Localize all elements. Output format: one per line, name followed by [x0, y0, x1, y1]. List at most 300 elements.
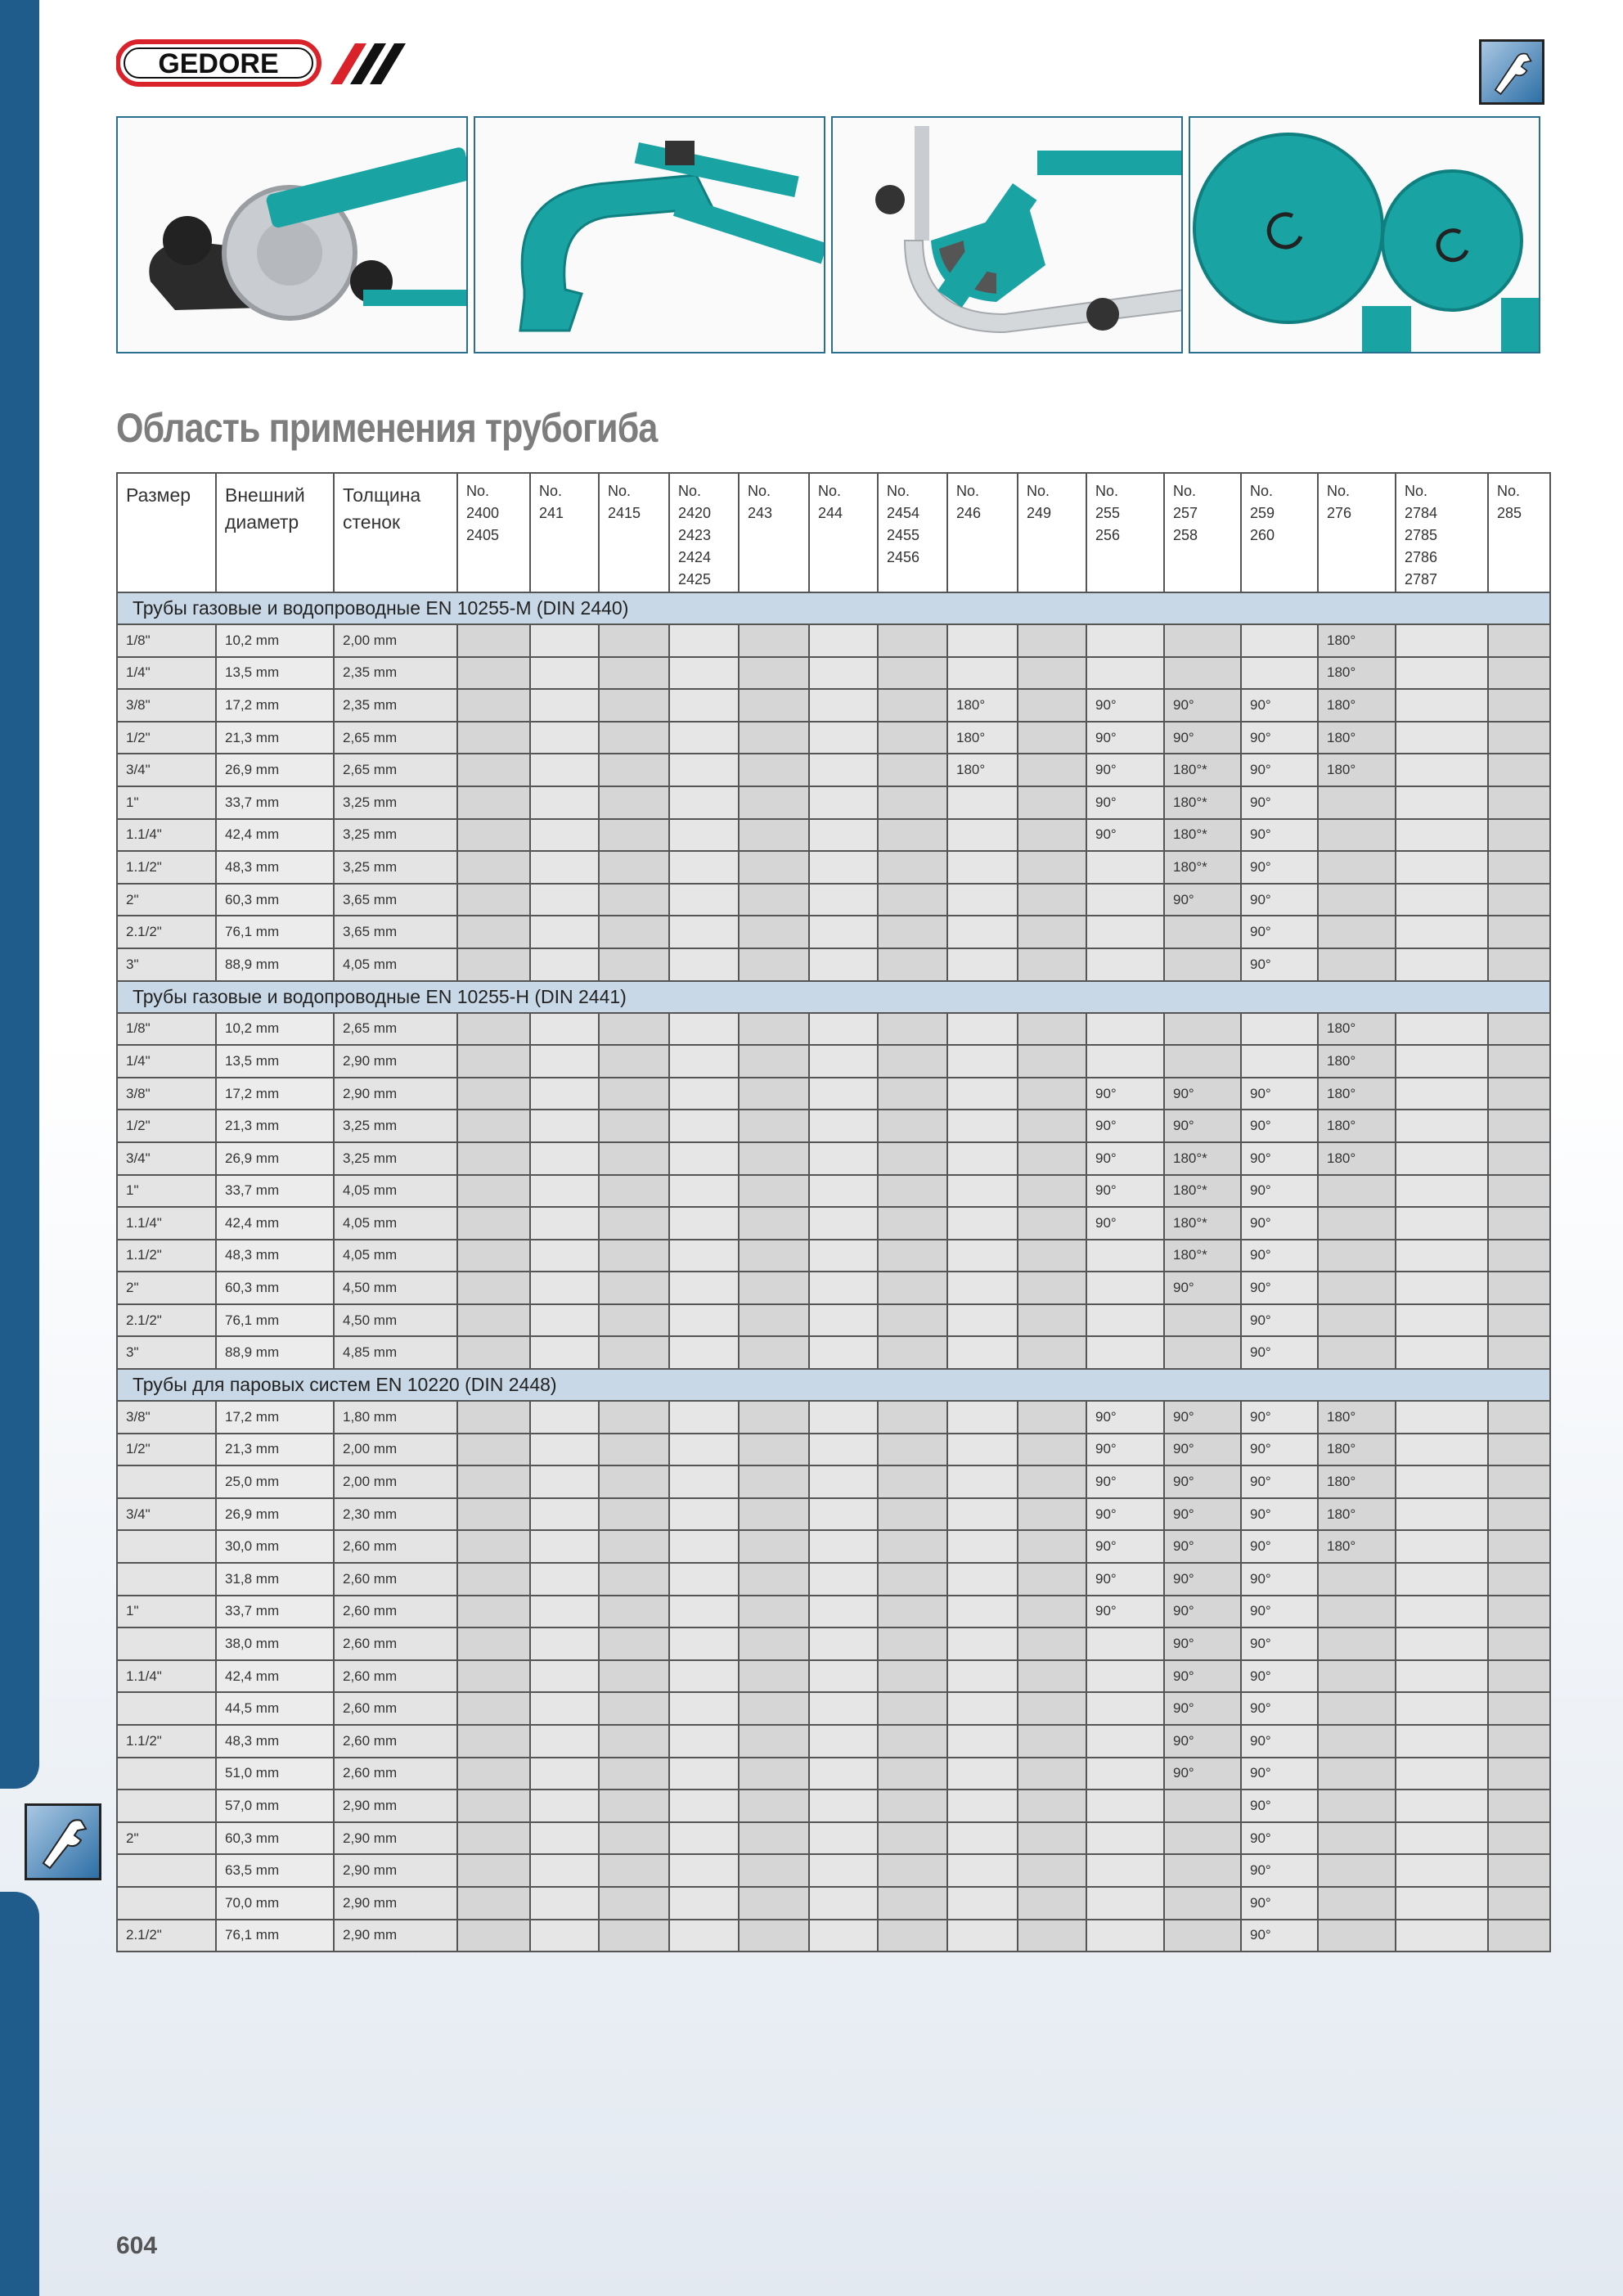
- bend-angle-cell: [809, 1142, 878, 1175]
- bend-angle-cell: [878, 657, 947, 690]
- bend-angle-cell: 90°: [1241, 754, 1318, 786]
- bend-angle-cell: [947, 1110, 1018, 1142]
- table-cell: 2,60 mm: [334, 1660, 457, 1693]
- bend-angle-cell: [1396, 1692, 1488, 1725]
- bend-angle-cell: [457, 1434, 530, 1466]
- bend-angle-cell: [599, 1563, 669, 1596]
- table-cell: 60,3 mm: [216, 1272, 334, 1304]
- table-row: [117, 1110, 1550, 1142]
- bend-angle-cell: [1318, 1660, 1396, 1693]
- bend-angle-cell: [878, 1013, 947, 1046]
- bend-angle-cell: [1086, 884, 1164, 916]
- table-cell: 2,00 mm: [334, 624, 457, 657]
- bend-angle-cell: [739, 1142, 809, 1175]
- bend-angle-cell: [878, 1660, 947, 1693]
- bend-angle-cell: [1086, 1822, 1164, 1855]
- bend-angle-cell: [739, 1110, 809, 1142]
- bend-angle-cell: [1488, 1045, 1550, 1078]
- bend-angle-cell: [1396, 1304, 1488, 1337]
- bend-angle-cell: [947, 851, 1018, 884]
- table-cell: 2,00 mm: [334, 1434, 457, 1466]
- bend-angle-cell: [599, 1596, 669, 1628]
- bend-angle-cell: [1018, 1692, 1086, 1725]
- table-cell: 3,65 mm: [334, 884, 457, 916]
- bend-angle-cell: 180°: [1318, 1465, 1396, 1498]
- bend-angle-cell: [669, 754, 739, 786]
- bend-angle-cell: [947, 1887, 1018, 1920]
- bend-angle-cell: 90°: [1241, 1758, 1318, 1790]
- table-row: [117, 1530, 1550, 1563]
- bend-angle-cell: [457, 1240, 530, 1272]
- bend-angle-cell: [1018, 722, 1086, 754]
- bend-angle-cell: [1318, 1304, 1396, 1337]
- bend-angle-cell: [1018, 1207, 1086, 1240]
- table-cell: 21,3 mm: [216, 722, 334, 754]
- table-row: [117, 1175, 1550, 1208]
- bend-angle-cell: [669, 689, 739, 722]
- bend-angle-cell: [530, 1758, 599, 1790]
- bend-angle-cell: [599, 1920, 669, 1952]
- bend-angle-cell: [669, 1498, 739, 1531]
- table-cell: 1": [117, 1175, 216, 1208]
- bend-angle-cell: [599, 948, 669, 981]
- bend-angle-cell: [809, 1596, 878, 1628]
- table-cell: 3/4": [117, 1142, 216, 1175]
- bend-angle-cell: [1488, 1142, 1550, 1175]
- table-cell: 3,25 mm: [334, 1110, 457, 1142]
- bend-angle-cell: [457, 786, 530, 819]
- bend-angle-cell: [1488, 1013, 1550, 1046]
- bend-angle-cell: [809, 1336, 878, 1369]
- bend-angle-cell: [878, 1563, 947, 1596]
- table-cell: [117, 1563, 216, 1596]
- bend-angle-cell: 90°: [1164, 1434, 1241, 1466]
- column-header: Толщина стенок: [334, 473, 457, 592]
- bend-angle-cell: [1086, 1013, 1164, 1046]
- bend-angle-cell: [669, 1078, 739, 1110]
- bend-angle-cell: [878, 884, 947, 916]
- bend-angle-cell: 90°: [1086, 754, 1164, 786]
- bend-angle-cell: [599, 1692, 669, 1725]
- bend-angle-cell: [1018, 1304, 1086, 1337]
- bend-angle-cell: [457, 1692, 530, 1725]
- table-cell: 2.1/2": [117, 916, 216, 948]
- bend-angle-cell: [1018, 1596, 1086, 1628]
- bend-angle-cell: [739, 916, 809, 948]
- table-cell: 33,7 mm: [216, 1175, 334, 1208]
- bend-angle-cell: [739, 786, 809, 819]
- bend-angle-cell: [739, 1336, 809, 1369]
- bend-angle-cell: 90°: [1164, 1110, 1241, 1142]
- bend-angle-cell: [1164, 1790, 1241, 1822]
- bend-angle-cell: [1396, 1207, 1488, 1240]
- bend-angle-cell: [1318, 1563, 1396, 1596]
- bend-angle-cell: 90°: [1241, 851, 1318, 884]
- table-cell: 2,60 mm: [334, 1627, 457, 1660]
- bend-angle-cell: [947, 1240, 1018, 1272]
- bend-angle-cell: [669, 1854, 739, 1887]
- table-row: [117, 1920, 1550, 1952]
- bend-angle-cell: [669, 1336, 739, 1369]
- bend-angle-cell: [1241, 1013, 1318, 1046]
- bend-angle-cell: [669, 1142, 739, 1175]
- table-cell: 42,4 mm: [216, 1207, 334, 1240]
- bend-angle-cell: [599, 1725, 669, 1758]
- bend-angle-cell: [1318, 1758, 1396, 1790]
- table-row: [117, 1434, 1550, 1466]
- bend-angle-cell: [1396, 754, 1488, 786]
- table-cell: 4,05 mm: [334, 1207, 457, 1240]
- bend-angle-cell: [1396, 1142, 1488, 1175]
- table-cell: 60,3 mm: [216, 1822, 334, 1855]
- table-row: [117, 1336, 1550, 1369]
- table-cell: 70,0 mm: [216, 1887, 334, 1920]
- bend-angle-cell: [530, 1692, 599, 1725]
- bend-angle-cell: [530, 689, 599, 722]
- bend-angle-cell: [809, 1498, 878, 1531]
- bend-angle-cell: 90°: [1164, 1660, 1241, 1693]
- column-header: No. 244: [809, 473, 878, 592]
- bend-angle-cell: 180°*: [1164, 754, 1241, 786]
- bend-angle-cell: 180°*: [1164, 1175, 1241, 1208]
- bend-angle-cell: [530, 1272, 599, 1304]
- bend-angle-cell: [599, 1110, 669, 1142]
- bend-angle-cell: [669, 1175, 739, 1208]
- table-cell: 1/4": [117, 1045, 216, 1078]
- table-row: [117, 1207, 1550, 1240]
- bend-angle-cell: [739, 1207, 809, 1240]
- bend-angle-cell: [878, 624, 947, 657]
- bend-angle-cell: [1488, 1498, 1550, 1531]
- bend-angle-cell: 90°: [1164, 1692, 1241, 1725]
- bend-angle-cell: 90°: [1086, 1530, 1164, 1563]
- table-row: [117, 1790, 1550, 1822]
- column-header: No. 246: [947, 473, 1018, 592]
- bend-angle-cell: [1086, 657, 1164, 690]
- column-header: No. 2784 2785 2786 2787: [1396, 473, 1488, 592]
- bend-angle-cell: [1164, 624, 1241, 657]
- bend-angle-cell: [809, 884, 878, 916]
- bend-angle-cell: [1164, 1920, 1241, 1952]
- table-cell: 1": [117, 786, 216, 819]
- bend-angle-cell: [599, 722, 669, 754]
- bend-angle-cell: [809, 1207, 878, 1240]
- bend-angle-cell: 90°: [1086, 1110, 1164, 1142]
- table-row: [117, 948, 1550, 981]
- bend-angle-cell: [878, 1498, 947, 1531]
- bend-angle-cell: [530, 851, 599, 884]
- bend-angle-cell: [739, 1240, 809, 1272]
- bend-angle-cell: [530, 884, 599, 916]
- bend-angle-cell: 180°*: [1164, 1142, 1241, 1175]
- bend-angle-cell: [809, 1660, 878, 1693]
- bend-angle-cell: 180°: [947, 754, 1018, 786]
- bend-angle-cell: [457, 754, 530, 786]
- bend-angle-cell: [1018, 689, 1086, 722]
- bend-angle-cell: [947, 1013, 1018, 1046]
- bend-angle-cell: [457, 1498, 530, 1531]
- bend-angle-cell: [1318, 1822, 1396, 1855]
- table-row: [117, 1498, 1550, 1531]
- bend-angle-cell: [457, 1078, 530, 1110]
- table-cell: 2,90 mm: [334, 1790, 457, 1822]
- bend-angle-cell: [1488, 1401, 1550, 1434]
- bend-angle-cell: [1488, 1660, 1550, 1693]
- bend-angle-cell: [457, 657, 530, 690]
- table-row: [117, 1854, 1550, 1887]
- table-cell: 2": [117, 884, 216, 916]
- column-header: No. 257 258: [1164, 473, 1241, 592]
- bend-angle-cell: [947, 1563, 1018, 1596]
- bend-angle-cell: [809, 1110, 878, 1142]
- page-number: 604: [116, 2232, 158, 2259]
- bend-angle-cell: [1318, 1627, 1396, 1660]
- table-cell: 4,05 mm: [334, 1240, 457, 1272]
- bend-angle-cell: [530, 1627, 599, 1660]
- bend-angle-cell: 90°: [1241, 1498, 1318, 1531]
- bend-angle-cell: [739, 1627, 809, 1660]
- bend-angle-cell: [1488, 1758, 1550, 1790]
- bend-angle-cell: [1488, 657, 1550, 690]
- bend-angle-cell: 180°: [1318, 689, 1396, 722]
- gedore-logo: [116, 39, 411, 87]
- bend-angle-cell: [1488, 1207, 1550, 1240]
- bend-angle-cell: [599, 1175, 669, 1208]
- bend-angle-cell: [1488, 1434, 1550, 1466]
- table-cell: 4,05 mm: [334, 948, 457, 981]
- bend-angle-cell: [878, 1627, 947, 1660]
- table-cell: 31,8 mm: [216, 1563, 334, 1596]
- table-cell: [117, 1790, 216, 1822]
- bend-angle-cell: [1086, 1854, 1164, 1887]
- bend-angle-cell: [1488, 689, 1550, 722]
- bend-angle-cell: [1488, 916, 1550, 948]
- bend-angle-cell: [599, 1530, 669, 1563]
- table-cell: 1/2": [117, 722, 216, 754]
- bend-angle-cell: [1018, 1627, 1086, 1660]
- bend-angle-cell: [947, 1434, 1018, 1466]
- table-row: [117, 1725, 1550, 1758]
- bend-angle-cell: [947, 1498, 1018, 1531]
- bend-angle-cell: [739, 819, 809, 852]
- table-row: [117, 786, 1550, 819]
- bend-angle-cell: [1396, 1078, 1488, 1110]
- table-row: [117, 1758, 1550, 1790]
- bend-angle-cell: [669, 1401, 739, 1434]
- bend-angle-cell: 90°: [1241, 1920, 1318, 1952]
- bend-angle-cell: [457, 819, 530, 852]
- bend-angle-cell: [599, 1045, 669, 1078]
- bend-angle-cell: [1488, 1110, 1550, 1142]
- bend-angle-cell: 180°*: [1164, 786, 1241, 819]
- table-row: [117, 1692, 1550, 1725]
- bend-angle-cell: [1488, 1887, 1550, 1920]
- bend-angle-cell: [530, 1660, 599, 1693]
- bend-angle-cell: [1018, 1240, 1086, 1272]
- bend-angle-cell: 180°: [1318, 1401, 1396, 1434]
- bend-angle-cell: [1488, 1563, 1550, 1596]
- bend-angle-cell: [599, 786, 669, 819]
- bend-angle-cell: 90°: [1164, 722, 1241, 754]
- bend-angle-cell: [599, 1660, 669, 1693]
- bend-angle-cell: [457, 1110, 530, 1142]
- bend-angle-cell: [669, 1272, 739, 1304]
- table-row: [117, 1272, 1550, 1304]
- table-cell: 17,2 mm: [216, 1078, 334, 1110]
- bend-angle-cell: [947, 884, 1018, 916]
- bend-angle-cell: [457, 689, 530, 722]
- table-cell: 2,90 mm: [334, 1078, 457, 1110]
- bend-angle-cell: [809, 624, 878, 657]
- bend-angle-cell: [1018, 1078, 1086, 1110]
- bend-angle-cell: [809, 754, 878, 786]
- table-cell: 48,3 mm: [216, 1725, 334, 1758]
- bend-angle-cell: [669, 722, 739, 754]
- bend-angle-cell: [457, 1563, 530, 1596]
- table-cell: 10,2 mm: [216, 1013, 334, 1046]
- table-cell: 48,3 mm: [216, 1240, 334, 1272]
- bend-angle-cell: 90°: [1086, 1078, 1164, 1110]
- bend-angle-cell: 180°: [1318, 657, 1396, 690]
- bend-angle-cell: [1396, 1660, 1488, 1693]
- bend-angle-cell: [669, 1013, 739, 1046]
- table-row: [117, 1078, 1550, 1110]
- bend-angle-cell: [947, 1175, 1018, 1208]
- bend-angle-cell: [878, 819, 947, 852]
- table-header-row: [117, 473, 1550, 592]
- bend-angle-cell: [1488, 1272, 1550, 1304]
- table-row: [117, 1465, 1550, 1498]
- bend-angle-cell: [530, 1498, 599, 1531]
- bend-angle-cell: [1396, 1110, 1488, 1142]
- bend-angle-cell: [530, 1240, 599, 1272]
- bend-angle-cell: 90°: [1241, 1725, 1318, 1758]
- bend-angle-cell: [530, 722, 599, 754]
- bend-angle-cell: [1164, 916, 1241, 948]
- table-row: [117, 754, 1550, 786]
- bend-angle-cell: [1396, 1563, 1488, 1596]
- bend-angle-cell: [947, 1272, 1018, 1304]
- bend-angle-cell: [1488, 1596, 1550, 1628]
- bend-angle-cell: [809, 819, 878, 852]
- bend-angle-cell: [457, 1725, 530, 1758]
- bend-angle-cell: [457, 1207, 530, 1240]
- bend-angle-cell: [530, 1465, 599, 1498]
- table-cell: 2.1/2": [117, 1920, 216, 1952]
- column-header: No. 243: [739, 473, 809, 592]
- bend-angle-cell: [1318, 851, 1396, 884]
- bend-angle-cell: [530, 1725, 599, 1758]
- bend-angle-cell: 90°: [1241, 689, 1318, 722]
- bend-angle-cell: [669, 1790, 739, 1822]
- table-row: [117, 884, 1550, 916]
- bend-angle-cell: [1488, 851, 1550, 884]
- bend-angle-cell: 90°: [1241, 1110, 1318, 1142]
- bend-angle-cell: [1164, 1854, 1241, 1887]
- bend-angle-cell: [1086, 1920, 1164, 1952]
- bend-angle-cell: [599, 819, 669, 852]
- bend-angle-cell: [1318, 1240, 1396, 1272]
- bend-angle-cell: [809, 1465, 878, 1498]
- bend-angle-cell: [947, 1822, 1018, 1855]
- bend-angle-cell: 90°: [1241, 916, 1318, 948]
- bend-angle-cell: [947, 1596, 1018, 1628]
- bend-angle-cell: 90°: [1164, 1758, 1241, 1790]
- bend-angle-cell: [1488, 754, 1550, 786]
- bend-angle-cell: [530, 1920, 599, 1952]
- bend-angle-cell: 180°: [947, 722, 1018, 754]
- table-cell: 76,1 mm: [216, 1304, 334, 1337]
- bend-angle-cell: [809, 1013, 878, 1046]
- bend-angle-cell: [530, 1434, 599, 1466]
- bend-angle-cell: [878, 1596, 947, 1628]
- bend-angle-cell: [739, 624, 809, 657]
- bend-angle-cell: [809, 1822, 878, 1855]
- table-cell: 1/2": [117, 1434, 216, 1466]
- bend-angle-cell: [809, 1272, 878, 1304]
- page-title: Область применения трубогиба: [116, 405, 658, 451]
- bend-angle-cell: [1396, 1013, 1488, 1046]
- bend-angle-cell: [530, 1854, 599, 1887]
- bend-angle-cell: [878, 1920, 947, 1952]
- bend-angle-cell: [947, 1725, 1018, 1758]
- bend-angle-cell: 90°: [1164, 1498, 1241, 1531]
- bend-angle-cell: [599, 1758, 669, 1790]
- bend-angle-cell: [878, 1790, 947, 1822]
- bend-angle-cell: [739, 722, 809, 754]
- table-cell: 3": [117, 1336, 216, 1369]
- bend-angle-cell: [1396, 1627, 1488, 1660]
- bend-angle-cell: [947, 916, 1018, 948]
- bend-angle-cell: [1241, 1045, 1318, 1078]
- bend-angle-cell: [1018, 819, 1086, 852]
- bend-angle-cell: [599, 689, 669, 722]
- bend-angle-cell: [457, 1272, 530, 1304]
- bend-angle-cell: 180°: [1318, 1142, 1396, 1175]
- bend-angle-cell: [739, 1078, 809, 1110]
- bend-angle-cell: 90°: [1164, 1272, 1241, 1304]
- bend-angle-cell: [1164, 1887, 1241, 1920]
- bend-angle-cell: [947, 948, 1018, 981]
- bend-angle-cell: [878, 1142, 947, 1175]
- table-row: [117, 851, 1550, 884]
- bend-angle-cell: [1488, 722, 1550, 754]
- bend-angle-cell: [1488, 1725, 1550, 1758]
- bend-angle-cell: [947, 1660, 1018, 1693]
- bend-angle-cell: [1018, 884, 1086, 916]
- bend-angle-cell: [1396, 786, 1488, 819]
- table-cell: 2,35 mm: [334, 657, 457, 690]
- bend-angle-cell: [530, 819, 599, 852]
- bend-angle-cell: [669, 1207, 739, 1240]
- table-cell: 44,5 mm: [216, 1692, 334, 1725]
- bend-angle-cell: [947, 1045, 1018, 1078]
- bend-angle-cell: [947, 1758, 1018, 1790]
- bend-angle-cell: [878, 1434, 947, 1466]
- bend-angle-cell: [878, 1078, 947, 1110]
- bend-angle-cell: [1018, 657, 1086, 690]
- table-cell: 2.1/2": [117, 1304, 216, 1337]
- bend-angle-cell: [1164, 657, 1241, 690]
- bend-angle-cell: [1488, 1530, 1550, 1563]
- bend-angle-cell: [1018, 1920, 1086, 1952]
- bend-angle-cell: [878, 1887, 947, 1920]
- column-header: No. 241: [530, 473, 599, 592]
- bend-angle-cell: [739, 1563, 809, 1596]
- bend-angle-cell: [457, 1304, 530, 1337]
- bend-angle-cell: [878, 722, 947, 754]
- table-row: [117, 722, 1550, 754]
